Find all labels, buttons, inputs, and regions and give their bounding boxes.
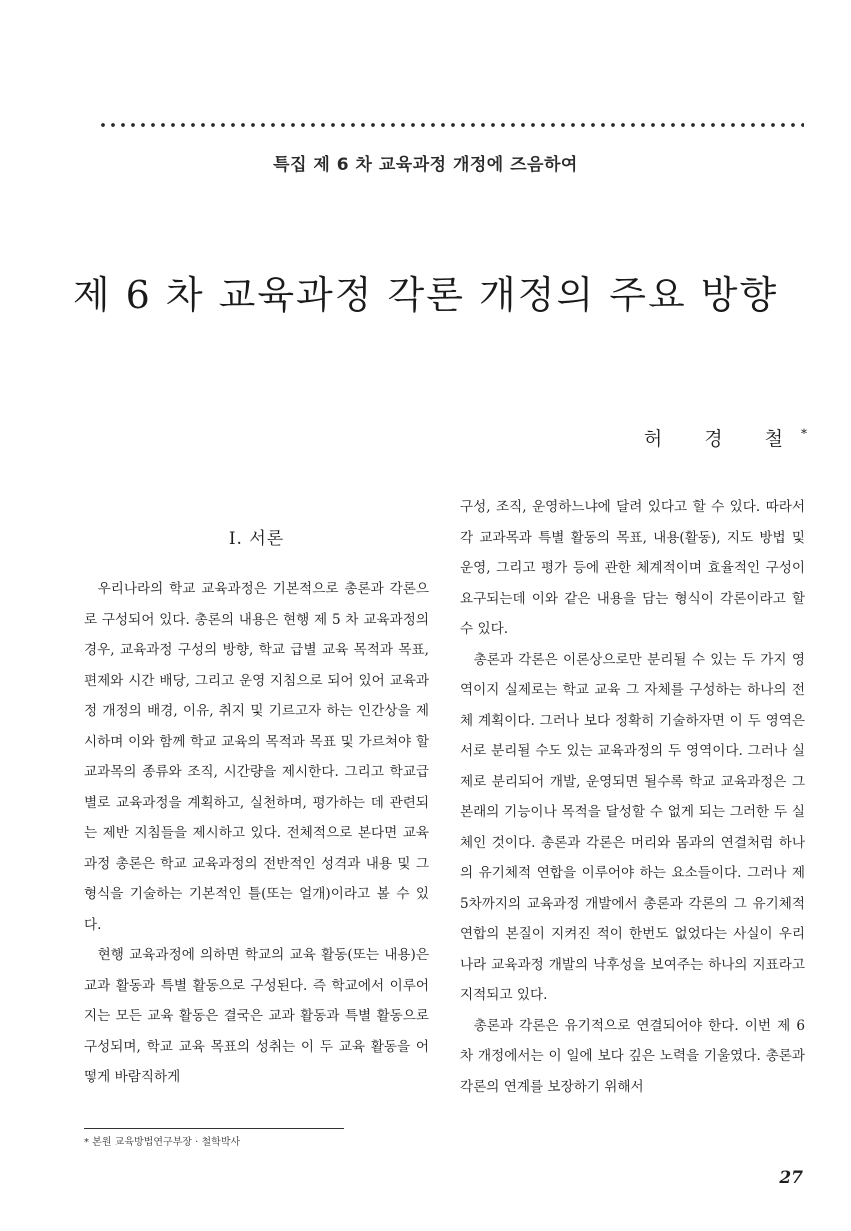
special-issue-header: 특집 제 6 차 교육과정 개정에 즈음하여 [273, 155, 578, 175]
left-column [84, 574, 429, 1093]
author-footnote-mark: * [801, 426, 807, 441]
section-heading: I. 서론 [228, 529, 285, 549]
paragraph: 우리나라의 학교 교육과정은 기본적으로 총론과 각론으로 구성되어 있다. 총론의 내용은 현행 제 5 차 교육과정의 경우, 교육과정 구성의 방향, 학교 급별 교육 목적과 목표, 편제와 시간 배당, 그리고 운영 지침으로 되어 있어 교육과정 개정의 배경, 이유, 취지 및 기르고자 하는 인간상을 제시하며 이와 함께 학교 교육의 목적과 목표 및 가르쳐야 할 교과목의 종류와 조직, 시간량을 제시한다. 그리고 학교급별로 교육과정을 계획하고, 실천하며, 평가하는 데 관련되는 제반 지침들을 제시하고 있다. 전체적으로 본다면 교육과정 총론은 학교 교육과정의 전반적인 성격과 내용 및 그 형식을 기술하는 기본적인 틀(또는 얼개)이라고 볼 수 있다. [84, 581, 429, 933]
paragraph: 총론과 각론은 이론상으로만 분리될 수 있는 두 가지 영역이지 실제로는 학교 교육 그 자체를 구성하는 하나의 전체 계획이다. 그러나 보다 정확히 기술하자면 이 두 영역은 서로 분리될 수도 있는 교육과정의 두 영역이다. 그러나 실제로 분리되어 개발, 운영되면 될수록 학교 교육과정은 그 본래의 기능이나 목적을 달성할 수 없게 되는 그러한 두 실체인 것이다. 총론과 각론은 머리와 몸과의 연결처럼 하나의 유기체적 연합을 이루어야 하는 요소들이다. 그러나 제 5차까지의 교육과정 개발에서 총론과 각론의 그 유기체적 연합의 본질이 지켜진 적이 한번도 없었다는 사실이 우리나라 교육과정 개발의 낙후성을 보여주는 하나의 지표라고 지적되고 있다. [460, 651, 805, 1003]
page-title: 제 6 차 교육과정 각론 개정의 주요 방향 [72, 273, 779, 317]
footnote: * 본원 교육방법연구부장 · 철학박사 [84, 1137, 241, 1148]
author [644, 424, 807, 451]
page-number: 27 [779, 1168, 803, 1188]
dotted-rule [98, 121, 804, 129]
author-name: 허 경 철 [643, 428, 801, 450]
paragraph: 구성, 조직, 운영하느냐에 달려 있다고 할 수 있다. 따라서 각 교과목과 특별 활동의 목표, 내용(활동), 지도 방법 및 운영, 그리고 평가 등에 관한 체계적이며 효율적인 구성이 요구되는데 이와 같은 내용을 담는 형식이 각론이라고 할 수 있다. [460, 499, 805, 637]
paragraph: 현행 교육과정에 의하면 학교의 교육 활동(또는 내용)은 교과 활동과 특별 활동으로 구성된다. 즉 학교에서 이루어지는 모든 교육 활동은 결국은 교과 활동과 특별 활동으로 구성되며, 학교 교육 목표의 성취는 이 두 교육 활동을 어떻게 바람직하게 [84, 947, 429, 1085]
paragraph: 총론과 각론은 유기적으로 연결되어야 한다. 이번 제 6차 개정에서는 이 일에 보다 깊은 노력을 기울였다. 총론과 각론의 연계를 보장하기 위해서 [460, 1017, 805, 1095]
footnote-divider [84, 1128, 344, 1129]
right-column [460, 492, 805, 1102]
